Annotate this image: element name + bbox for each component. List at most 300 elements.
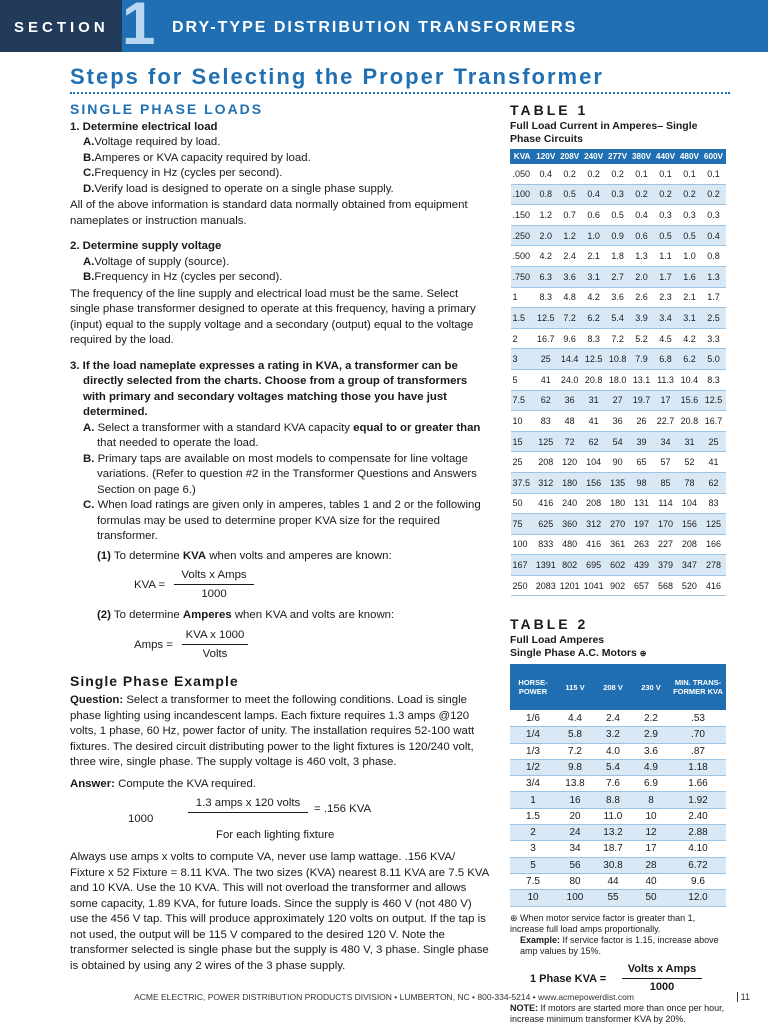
example-conclusion: Always use amps x volts to compute VA, never use lamp wattage. .156 KVA/ Fixture x 52 Fixture = 8.11 KVA. The two sizes (KVA) nearest 8.11 KVA are 7.5 KVA and 10 KVA. Use the 10 KVA. This will not overload the transformer and allows some capacity, 1.89 KVA, for future loads. Since the supply is 460 V (not 480 V) use the 456 V tap. This will produce approximately 120 volts on output. If the tap is not used, the output will be 115 V compared to the desired 120 V. Note the transformer selected is single phase but the supply is 480 V, 3 phase. Single phase is obtained by using any 2 wires of the 3 phase supply. (70, 851, 489, 972)
step3-item-c: C. When load ratings are given only in amperes, tables 1 and 2 or the following formulas may be used to determine proper KVA size for the required transformer. (83, 499, 481, 542)
table-cell: 2 (511, 328, 534, 349)
table-cell: 10 (632, 808, 670, 824)
table-cell: 0.5 (654, 225, 678, 246)
step1-item-a: A.Voltage required by load. (83, 136, 221, 148)
table-cell: 208 (582, 493, 606, 514)
table-cell: 78 (677, 472, 701, 493)
table-cell: 2.7 (606, 266, 630, 287)
table-cell: 25 (534, 349, 558, 370)
table-cell: 39 (630, 431, 654, 452)
table-cell: 0.4 (582, 184, 606, 205)
table-cell: 120 (558, 452, 582, 473)
table-cell: 361 (606, 534, 630, 555)
table-cell: 11.0 (594, 808, 632, 824)
table-cell: 5.4 (606, 308, 630, 329)
table-cell: 3.9 (630, 308, 654, 329)
table-cell: 0.8 (534, 184, 558, 205)
table-cell: 1.6 (677, 266, 701, 287)
motor-note-mark-icon: ⊕ (639, 649, 647, 659)
table2-header-cell: MIN. TRANS-FORMER KVA (670, 664, 726, 710)
table-cell: 1.7 (701, 287, 725, 308)
table-cell: 114 (654, 493, 678, 514)
table1-header-row (511, 150, 726, 164)
table-cell: 2.2 (632, 710, 670, 726)
table-cell: 2.1 (677, 287, 701, 308)
step1-note: All of the above information is standard data normally obtained from equipment nameplates or instruction manuals. (70, 199, 468, 227)
table-cell: 4.2 (582, 287, 606, 308)
step1-item-b: B.Amperes or KVA capacity required by load. (83, 151, 311, 164)
table-cell: 19.7 (630, 390, 654, 411)
table-cell: 6.3 (534, 266, 558, 287)
table1-body (511, 164, 726, 596)
step2-item-b: B.Frequency in Hz (cycles per second). (83, 271, 283, 283)
motor-kva-numerator: Volts x Amps (627, 962, 697, 975)
table-cell: 1.2 (534, 205, 558, 226)
table-cell: 7.9 (630, 349, 654, 370)
table-cell: 16.7 (534, 328, 558, 349)
table-cell: 52 (677, 452, 701, 473)
table-cell: 7.5 (510, 873, 556, 889)
table-row (511, 308, 726, 329)
table-row (511, 472, 726, 493)
page-number: 11 (737, 992, 750, 1002)
table2-caption-2: Single Phase A.C. Motors ⊕ (510, 647, 647, 660)
formula-amps-lhs: Amps = (134, 638, 173, 651)
table2-header-cell: 115 V (556, 664, 594, 710)
table-cell: .050 (511, 164, 534, 185)
table-cell: .750 (511, 266, 534, 287)
table-cell: 9.6 (558, 328, 582, 349)
table-row (510, 792, 726, 808)
table-row (511, 390, 726, 411)
table-cell: 312 (534, 472, 558, 493)
table-cell: 3.6 (606, 287, 630, 308)
table-cell: 208 (534, 452, 558, 473)
table-cell: 568 (654, 575, 678, 596)
calc-note: For each lighting fixture (216, 829, 335, 841)
table-row (511, 225, 726, 246)
example-calculation (70, 796, 490, 846)
table-cell: 6.72 (670, 857, 726, 873)
table-cell: 24.0 (558, 369, 582, 390)
table-cell: 125 (701, 514, 725, 535)
table-cell: 1/3 (510, 743, 556, 759)
table-cell: 170 (654, 514, 678, 535)
table-cell: 5 (510, 857, 556, 873)
table1-caption: Full Load Current in Amperes– Single Phase Circuits (510, 120, 698, 145)
table-cell: 312 (582, 514, 606, 535)
table-cell: 40 (632, 873, 670, 889)
table-cell: 75 (511, 514, 534, 535)
step1-title: 1. Determine electrical load (70, 120, 218, 133)
table-cell: 5.2 (630, 328, 654, 349)
table-cell: 12.5 (582, 349, 606, 370)
table-cell: 20 (556, 808, 594, 824)
table-cell: 1391 (534, 555, 558, 576)
formula-kva (70, 568, 490, 606)
table-cell: 41 (534, 369, 558, 390)
table-cell: 833 (534, 534, 558, 555)
table-cell: 0.1 (677, 164, 701, 185)
table-cell: 0.1 (701, 164, 725, 185)
table-row (511, 164, 726, 185)
table-cell: 166 (701, 534, 725, 555)
step2-item-a: A.Voltage of supply (source). (83, 255, 230, 268)
table-cell: 7.6 (594, 776, 632, 792)
step3-title: 3. If the load nameplate expresses a rating in KVA, a transformer can be directly selected from the charts. Choose from a group of transformers with primary and secondary voltages matching those you have just determined. (70, 359, 468, 418)
calc-result: = .156 KVA (314, 803, 372, 815)
table-cell: 18.7 (594, 841, 632, 857)
table-cell: 0.2 (606, 164, 630, 185)
table-row (511, 575, 726, 596)
table-cell: 0.9 (606, 225, 630, 246)
table-cell: 104 (582, 452, 606, 473)
table-cell: 55 (594, 890, 632, 906)
table-cell: .150 (511, 205, 534, 226)
formula-kva-denominator: 1000 (201, 588, 227, 600)
table-cell: 28 (632, 857, 670, 873)
formula-amps (70, 628, 490, 666)
table-cell: 0.2 (582, 164, 606, 185)
table-cell: 36 (558, 390, 582, 411)
table-cell: 10.8 (606, 349, 630, 370)
table2-header-cell: HORSE-POWER (510, 664, 556, 710)
table-row (511, 184, 726, 205)
table-cell: 50 (632, 890, 670, 906)
table-cell: 125 (534, 431, 558, 452)
table-cell: 250 (511, 575, 534, 596)
table-cell: 65 (630, 452, 654, 473)
table-cell: 1.5 (511, 308, 534, 329)
table1-header-cell: 600V (701, 150, 725, 164)
table1-header-cell: 240V (582, 150, 606, 164)
table-cell: 0.7 (558, 205, 582, 226)
table-cell: 1.5 (510, 808, 556, 824)
table-cell: 0.5 (677, 225, 701, 246)
table-cell: 416 (701, 575, 725, 596)
table-row (510, 759, 726, 775)
table-cell: 135 (606, 472, 630, 493)
table-cell: 9.6 (670, 873, 726, 889)
table-row (510, 857, 726, 873)
section-word: SECTION (14, 19, 109, 36)
table-cell: 72 (558, 431, 582, 452)
table-cell: 4.2 (534, 246, 558, 267)
table-cell: .250 (511, 225, 534, 246)
table-cell: 416 (582, 534, 606, 555)
table-cell: 0.1 (654, 164, 678, 185)
table-cell: 30.8 (594, 857, 632, 873)
table-cell: 62 (534, 390, 558, 411)
section-label-box (0, 0, 122, 52)
table-cell: 6.9 (632, 776, 670, 792)
step2-note: The frequency of the line supply and electrical load must be the same. Select single phase transformer designed to operate at this frequency, having a primary (input) equal to the supply voltage and a secondary (output) equal to the voltage required by the load. (70, 287, 476, 346)
table-cell: 695 (582, 555, 606, 576)
table-cell: .70 (670, 727, 726, 743)
calc-denominator: 1000 (128, 813, 154, 825)
table-cell: 4.10 (670, 841, 726, 857)
table-cell: 6.8 (654, 349, 678, 370)
table1-header-cell: 440V (654, 150, 678, 164)
table-cell: 11.3 (654, 369, 678, 390)
table1-header-cell: 480V (677, 150, 701, 164)
table-cell: 1/2 (510, 759, 556, 775)
table-cell: 2.4 (558, 246, 582, 267)
table-cell: 2.1 (582, 246, 606, 267)
table-cell: 90 (606, 452, 630, 473)
table-cell: 12.5 (701, 390, 725, 411)
table-cell: 3/4 (510, 776, 556, 792)
table-cell: 104 (677, 493, 701, 514)
single-phase-heading: SINGLE PHASE LOADS (70, 101, 264, 117)
table-cell: 3.6 (632, 743, 670, 759)
table-cell: .87 (670, 743, 726, 759)
table2-title: TABLE 2 (510, 616, 589, 633)
table-cell: 98 (630, 472, 654, 493)
table-cell: 131 (630, 493, 654, 514)
page-title: Steps for Selecting the Proper Transformer (70, 64, 604, 89)
table-cell: 27 (606, 390, 630, 411)
table-cell: 1.92 (670, 792, 726, 808)
table-cell: 0.1 (630, 164, 654, 185)
table-cell: 37.5 (511, 472, 534, 493)
table-cell: 20.8 (582, 369, 606, 390)
table-cell: 180 (606, 493, 630, 514)
table1-title: TABLE 1 (510, 102, 589, 118)
table-cell: 4.5 (654, 328, 678, 349)
table-row (511, 555, 726, 576)
table-cell: 7.5 (511, 390, 534, 411)
table-cell: 0.6 (582, 205, 606, 226)
table2-header-cell: 230 V (632, 664, 670, 710)
table-cell: 12.5 (534, 308, 558, 329)
table-cell: 2.0 (630, 266, 654, 287)
table-cell: 4.8 (558, 287, 582, 308)
table-cell: 802 (558, 555, 582, 576)
table-cell: 20.8 (677, 411, 701, 432)
formula-kva-numerator: Volts x Amps (181, 569, 247, 581)
table-cell: 2.3 (654, 287, 678, 308)
table1-header-cell: 208V (558, 150, 582, 164)
calc-numerator: 1.3 amps x 120 volts (195, 797, 301, 809)
table-cell: 12.0 (670, 890, 726, 906)
table-cell: 8 (632, 792, 670, 808)
table-cell: 5.0 (701, 349, 725, 370)
table-cell: 13.8 (556, 776, 594, 792)
table-cell: 100 (511, 534, 534, 555)
table-row (510, 825, 726, 841)
table-cell: 0.4 (701, 225, 725, 246)
table-cell: 80 (556, 873, 594, 889)
table-cell: 520 (677, 575, 701, 596)
table-cell: 2.4 (594, 710, 632, 726)
footer-text: ACME ELECTRIC, POWER DISTRIBUTION PRODUCTS DIVISION • LUMBERTON, NC • 800-334-5214 • www.acmepowerdist.com (134, 992, 634, 1002)
table-cell: 0.4 (534, 164, 558, 185)
table-cell: 1/4 (510, 727, 556, 743)
formula1-intro: (1) To determine KVA when volts and amperes are known: (97, 549, 392, 562)
motor-kva-denominator: 1000 (649, 980, 675, 993)
table-cell: 36 (606, 411, 630, 432)
table-cell: 347 (677, 555, 701, 576)
table-row (511, 328, 726, 349)
table-cell: 1.3 (701, 266, 725, 287)
table-row (510, 727, 726, 743)
table-row (511, 205, 726, 226)
table-cell: 1.7 (654, 266, 678, 287)
table-cell: 48 (558, 411, 582, 432)
formula-kva-bar (174, 584, 254, 585)
table-row (511, 266, 726, 287)
table-cell: 26 (630, 411, 654, 432)
table-cell: 0.3 (677, 205, 701, 226)
table-cell: 34 (556, 841, 594, 857)
table1-header-cell: 120V (534, 150, 558, 164)
table-cell: 1201 (558, 575, 582, 596)
table-row (510, 776, 726, 792)
table-cell: 62 (701, 472, 725, 493)
table-cell: 1.18 (670, 759, 726, 775)
table-cell: 13.2 (594, 825, 632, 841)
table-cell: 44 (594, 873, 632, 889)
table2-caption-1: Full Load Amperes (510, 634, 605, 647)
table-cell: 5.8 (556, 727, 594, 743)
table-cell: 156 (582, 472, 606, 493)
table-cell: 167 (511, 555, 534, 576)
table-cell: 5.4 (594, 759, 632, 775)
table-cell: 22.7 (654, 411, 678, 432)
table-cell: 0.2 (677, 184, 701, 205)
table-cell: 416 (534, 493, 558, 514)
table-cell: 180 (558, 472, 582, 493)
left-column (70, 102, 490, 974)
table-row (511, 534, 726, 555)
table-cell: 2.0 (534, 225, 558, 246)
table-cell: 3.4 (654, 308, 678, 329)
table-cell: 15.6 (677, 390, 701, 411)
table-row (511, 431, 726, 452)
table-cell: 41 (701, 452, 725, 473)
table-cell: 902 (606, 575, 630, 596)
table-cell: 2.88 (670, 825, 726, 841)
table-cell: 657 (630, 575, 654, 596)
table-cell: 10.4 (677, 369, 701, 390)
table1-header-cell: 277V (606, 150, 630, 164)
table-cell: 3.3 (701, 328, 725, 349)
table-cell: 602 (606, 555, 630, 576)
table-cell: 197 (630, 514, 654, 535)
step3-item-a: A. Select a transformer with a standard KVA capacity equal to or greater than that needed to operate the load. (83, 421, 481, 449)
table2-note: NOTE: If motors are started more than once per hour, increase minimum transformer KVA by 20%. (510, 1002, 725, 1024)
calc-bar (188, 812, 308, 813)
table-cell: 34 (654, 431, 678, 452)
table-cell: 8.3 (534, 287, 558, 308)
table-cell: 25 (511, 452, 534, 473)
table-cell: 1.3 (630, 246, 654, 267)
table-row (511, 514, 726, 535)
step1-item-d: D.Verify load is designed to operate on a single phase supply. (83, 182, 394, 195)
table-cell: 3 (511, 349, 534, 370)
table-cell: 100 (556, 890, 594, 906)
table-cell: 270 (606, 514, 630, 535)
table1 (510, 149, 726, 596)
table-row (511, 287, 726, 308)
table2-example: Example: If service factor is 1.15, increase above amp values by 15%. (520, 934, 719, 956)
table-cell: 7.2 (606, 328, 630, 349)
table-cell: 50 (511, 493, 534, 514)
table-cell: .500 (511, 246, 534, 267)
table-cell: 480 (558, 534, 582, 555)
section-number: 1 (122, 0, 156, 57)
table-cell: 25 (701, 431, 725, 452)
table-cell: 240 (558, 493, 582, 514)
table-cell: 0.4 (630, 205, 654, 226)
table-cell: 0.3 (701, 205, 725, 226)
table-cell: 208 (677, 534, 701, 555)
table-cell: 1.0 (582, 225, 606, 246)
table-cell: 6.2 (582, 308, 606, 329)
motor-kva-bar (622, 978, 702, 979)
table-cell: 0.2 (701, 184, 725, 205)
table-cell: 57 (654, 452, 678, 473)
table-cell: 439 (630, 555, 654, 576)
table-cell: 2.40 (670, 808, 726, 824)
table-cell: 7.2 (556, 743, 594, 759)
table1-header-cell: 380V (630, 150, 654, 164)
table-row (510, 890, 726, 906)
table-cell: 1.0 (677, 246, 701, 267)
table-cell: 2.9 (632, 727, 670, 743)
formula-kva-lhs: KVA = (134, 579, 166, 591)
table-cell: 18.0 (606, 369, 630, 390)
table2 (510, 664, 726, 906)
step1-item-c: C.Frequency in Hz (cycles per second). (83, 167, 283, 179)
table-cell: 3.6 (558, 266, 582, 287)
table-cell: 2.6 (630, 287, 654, 308)
table-cell: 5 (511, 369, 534, 390)
table-cell: 12 (632, 825, 670, 841)
table-cell: 0.2 (630, 184, 654, 205)
table-cell: 24 (556, 825, 594, 841)
table1-header-cell: KVA (511, 150, 534, 164)
table-cell: 13.1 (630, 369, 654, 390)
table-cell: 8.3 (701, 369, 725, 390)
table-cell: 379 (654, 555, 678, 576)
table-cell: 17 (632, 841, 670, 857)
footnote-mark-icon: ⊕ (510, 912, 518, 923)
table-cell: 2 (510, 825, 556, 841)
table-cell: 31 (582, 390, 606, 411)
table-cell: 0.6 (630, 225, 654, 246)
table-cell: 227 (654, 534, 678, 555)
table-cell: 1 (510, 792, 556, 808)
table-cell: 3.2 (594, 727, 632, 743)
table-cell: 56 (556, 857, 594, 873)
table-cell: 0.3 (654, 205, 678, 226)
formula-amps-denominator: Volts (202, 647, 228, 660)
table-cell: 41 (582, 411, 606, 432)
table-cell: 4.4 (556, 710, 594, 726)
table-cell: 85 (654, 472, 678, 493)
table-cell: 263 (630, 534, 654, 555)
table-cell: 8.8 (594, 792, 632, 808)
right-column (510, 102, 728, 1024)
step2-title: 2. Determine supply voltage (70, 240, 222, 252)
table-cell: 0.2 (558, 164, 582, 185)
table-cell: 3.1 (582, 266, 606, 287)
table-cell: 625 (534, 514, 558, 535)
table-cell: .100 (511, 184, 534, 205)
table-cell: 2.5 (701, 308, 725, 329)
